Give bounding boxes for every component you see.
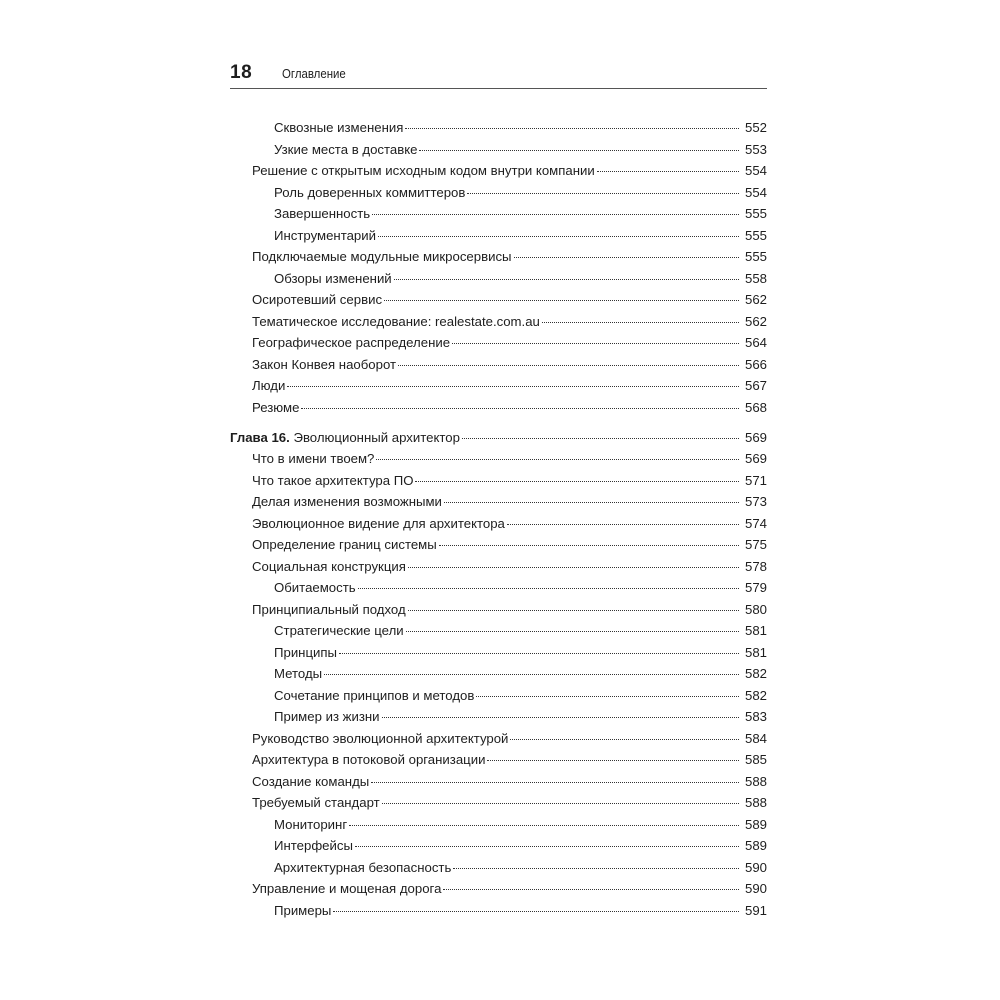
toc-page-number: 590 [744, 881, 767, 896]
toc-entry-title: Стратегические цели [274, 623, 404, 638]
toc-page-number: 554 [744, 163, 767, 178]
toc-entry-title: Завершенность [274, 206, 371, 221]
toc-page-number: 558 [744, 270, 767, 286]
toc-page-number: 588 [744, 795, 767, 810]
toc-entry [230, 311, 767, 333]
dot-leader [394, 279, 739, 280]
toc-entry-title: Роль доверенных коммиттеров [274, 184, 466, 200]
dot-leader [301, 408, 739, 409]
toc-entry-title: Примеры [274, 902, 332, 918]
toc-entry [230, 620, 767, 642]
dot-leader [453, 868, 739, 869]
toc-page-number: 582 [744, 666, 767, 681]
dot-leader [406, 631, 739, 632]
dot-leader [371, 782, 739, 783]
toc-page-number: 581 [744, 644, 767, 660]
toc-page-number: 568 [744, 399, 767, 415]
toc-page-number: 553 [744, 141, 767, 157]
toc-entry-title: Руководство эволюционной архитектурой [252, 730, 509, 746]
toc-entry [230, 470, 767, 492]
toc-entry-title: Принципиальный подход [252, 601, 406, 617]
toc-entry [230, 749, 767, 771]
toc-entry-title: Резюме [252, 399, 300, 415]
toc-page-number: 571 [744, 472, 767, 488]
toc-page-number: 575 [744, 537, 767, 552]
dot-leader [507, 524, 739, 525]
dot-leader [408, 567, 739, 568]
toc-entry [230, 139, 767, 161]
dot-leader [476, 696, 739, 697]
dot-leader [415, 481, 739, 482]
toc-entry-title: Осиротевший сервис [252, 292, 383, 307]
toc-page-number: 580 [744, 601, 767, 617]
toc-entry-title: Пример из жизни [274, 709, 380, 724]
toc-entry [230, 513, 767, 535]
toc-page-number: 564 [744, 335, 767, 350]
dot-leader [287, 386, 739, 387]
dot-leader [382, 803, 739, 804]
toc-entry [230, 534, 767, 556]
dot-leader [597, 171, 739, 172]
chapter-title: Эволюционный архитектор [289, 429, 460, 445]
toc-entry [230, 491, 767, 513]
toc-page-number: 566 [744, 356, 767, 372]
toc-entry-title: Методы [274, 666, 323, 681]
toc-entry [230, 857, 767, 879]
dot-leader [355, 846, 739, 847]
toc-page-number: 581 [744, 623, 767, 638]
toc-entry-title: Обитаемость [274, 580, 356, 595]
toc-entry-title: Принципы [274, 644, 338, 660]
dot-leader [462, 438, 739, 439]
toc-page-number: 555 [744, 249, 767, 264]
toc-entry-title: Тематическое исследование: realestate.com.au [252, 313, 540, 329]
dot-leader [372, 214, 739, 215]
toc-entry [230, 728, 767, 750]
toc-page-number: 574 [744, 515, 767, 531]
toc-entry-title: Люди [252, 378, 286, 393]
chapter-label: Глава 16. [230, 429, 290, 445]
dot-leader [444, 502, 739, 503]
toc-entry [230, 268, 767, 290]
toc-entry-title: Делая изменения возможными [252, 494, 442, 509]
toc-entry [230, 225, 767, 247]
toc-page-number: 569 [744, 429, 767, 445]
toc-page-number: 584 [744, 730, 767, 746]
toc-entry-title [230, 427, 460, 449]
toc-entry [230, 599, 767, 621]
toc-page-number: 562 [744, 313, 767, 329]
toc-entry [230, 900, 767, 922]
toc-page-number: 589 [744, 838, 767, 853]
toc-entry [230, 397, 767, 419]
toc-entry-title: Инструментарий [274, 227, 377, 243]
dot-leader [339, 653, 739, 654]
toc-entry [230, 835, 767, 857]
toc-entry-title: Сквозные изменения [274, 120, 404, 135]
toc-page-number: 591 [744, 902, 767, 918]
dot-leader [439, 545, 739, 546]
toc-page-number: 567 [744, 378, 767, 393]
toc-entry-title: Закон Конвея наоборот [252, 356, 397, 372]
toc-entry [230, 375, 767, 397]
toc-page-number: 554 [744, 184, 767, 200]
dot-leader [384, 300, 739, 301]
toc-entry [230, 878, 767, 900]
toc-entry-title: Определение границ системы [252, 537, 437, 552]
toc-page-number: 569 [744, 451, 767, 466]
toc-entry-title: Интерфейсы [274, 838, 353, 853]
toc-entry-title: Что в имени твоем? [252, 451, 375, 466]
dot-leader [487, 760, 739, 761]
toc-chapter-entry [230, 427, 767, 449]
toc-entry-title: Географическое распределение [252, 335, 451, 350]
page-header [230, 60, 767, 88]
dot-leader [333, 911, 739, 912]
toc-page-number: 590 [744, 859, 767, 875]
toc-entry [230, 448, 767, 470]
toc-entry [230, 117, 767, 139]
toc-entry-title: Создание команды [252, 773, 370, 789]
toc-entry-title: Архитектура в потоковой организации [252, 752, 486, 767]
table-of-contents [230, 117, 767, 921]
dot-leader [408, 610, 739, 611]
toc-entry [230, 663, 767, 685]
toc-entry-title: Социальная конструкция [252, 558, 406, 574]
toc-page-number: 555 [744, 227, 767, 243]
toc-entry [230, 706, 767, 728]
toc-entry [230, 577, 767, 599]
toc-entry-title: Архитектурная безопасность [274, 859, 452, 875]
running-title: Оглавление [282, 66, 346, 81]
toc-entry [230, 814, 767, 836]
toc-page-number: 588 [744, 773, 767, 789]
toc-page-number: 578 [744, 558, 767, 574]
dot-leader [398, 365, 739, 366]
toc-entry [230, 332, 767, 354]
toc-entry [230, 160, 767, 182]
toc-page-number: 562 [744, 292, 767, 307]
toc-entry-title: Подключаемые модульные микросервисы [252, 249, 512, 264]
header-divider [230, 88, 767, 89]
toc-entry [230, 289, 767, 311]
toc-page-number: 552 [744, 120, 767, 135]
dot-leader [452, 343, 739, 344]
toc-entry-title: Решение с открытым исходным кодом внутри компании [252, 163, 595, 178]
toc-entry [230, 354, 767, 376]
toc-entry [230, 685, 767, 707]
toc-entry [230, 642, 767, 664]
dot-leader [349, 825, 739, 826]
toc-entry [230, 771, 767, 793]
dot-leader [443, 889, 739, 890]
toc-entry-title: Управление и мощеная дорога [252, 881, 442, 896]
toc-entry-title: Эволюционное видение для архитектора [252, 515, 505, 531]
dot-leader [382, 717, 739, 718]
dot-leader [378, 236, 739, 237]
dot-leader [358, 588, 739, 589]
toc-entry-title: Мониторинг [274, 816, 348, 832]
dot-leader [510, 739, 739, 740]
toc-page-number: 555 [744, 206, 767, 221]
dot-leader [376, 459, 739, 460]
dot-leader [514, 257, 739, 258]
toc-page-number: 573 [744, 494, 767, 509]
dot-leader [542, 322, 739, 323]
toc-page-number: 579 [744, 580, 767, 595]
toc-entry-title: Что такое архитектура ПО [252, 472, 414, 488]
toc-page-number: 583 [744, 709, 767, 724]
toc-entry [230, 246, 767, 268]
toc-entry [230, 556, 767, 578]
dot-leader [324, 674, 739, 675]
toc-entry [230, 792, 767, 814]
dot-leader [419, 150, 739, 151]
toc-page-number: 589 [744, 816, 767, 832]
toc-entry [230, 182, 767, 204]
toc-entry-title: Сочетание принципов и методов [274, 687, 475, 703]
toc-page-number: 585 [744, 752, 767, 767]
toc-page-number: 582 [744, 687, 767, 703]
dot-leader [405, 128, 739, 129]
toc-entry-title: Узкие места в доставке [274, 141, 418, 157]
dot-leader [467, 193, 739, 194]
page-number: 18 [230, 62, 253, 83]
toc-entry-title: Обзоры изменений [274, 270, 392, 286]
toc-entry-title: Требуемый стандарт [252, 795, 380, 810]
toc-entry [230, 203, 767, 225]
